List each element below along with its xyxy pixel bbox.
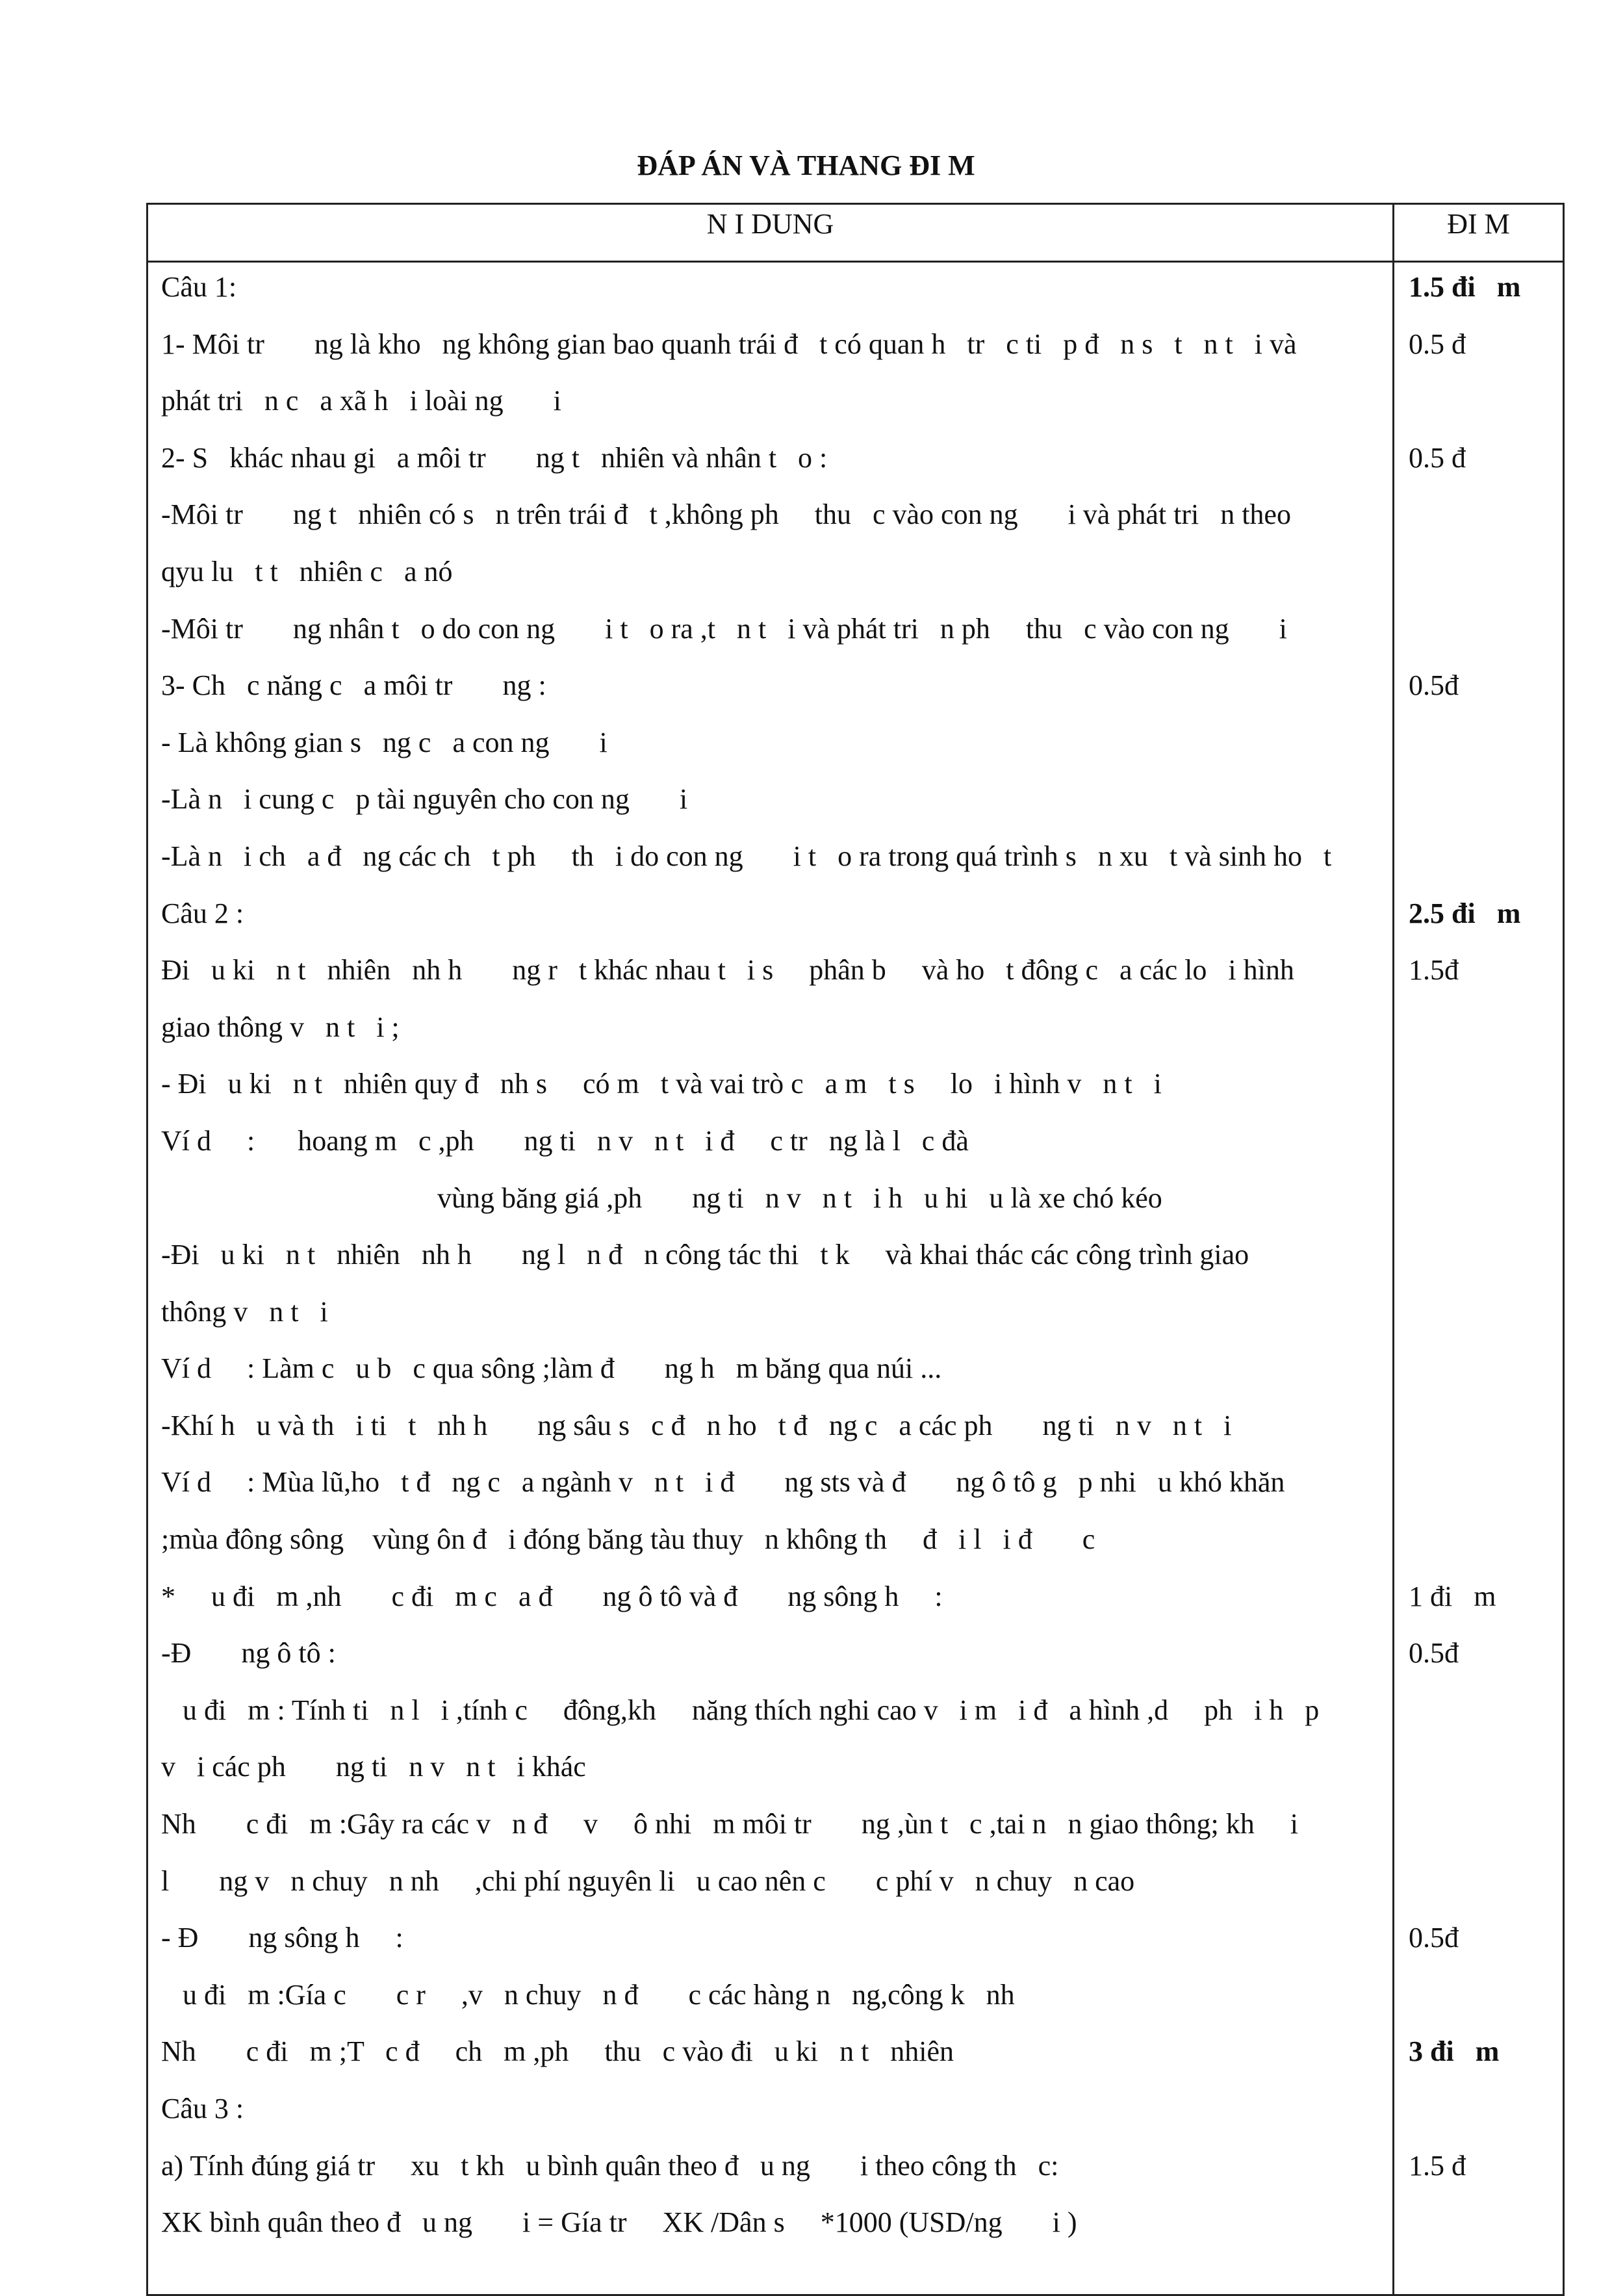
content-line: 2- S khác nhau gi a môi tr ng t nhiên và nhân t o : bbox=[161, 441, 828, 474]
content-line: v i các ph ng ti n v n t i khác bbox=[161, 1751, 586, 1783]
content-line: a) Tính đúng giá tr xu t kh u bình quân theo đ u ng i theo công th c: bbox=[161, 2149, 1059, 2182]
content-line: -Đi u ki n t nhiên nh h ng l n đ n công tác thi t k và khai thác các công trình giao bbox=[161, 1239, 1249, 1271]
content-line: Nh c đi m :Gây ra các v n đ v ô nhi m môi tr ng ,ùn t c ,tai n n giao thông; kh i bbox=[161, 1808, 1298, 1840]
score-line bbox=[1394, 1059, 1563, 1116]
score-line: 1.5 đ bbox=[1409, 2149, 1466, 2182]
content-line: qyu lu t t nhiên c a nó bbox=[161, 555, 453, 587]
score-line bbox=[1394, 1515, 1563, 1572]
score-line bbox=[1394, 1401, 1563, 1458]
score-line bbox=[1394, 1230, 1563, 1287]
table-body-row bbox=[147, 262, 1564, 2295]
score-line: 1.5đ bbox=[1409, 954, 1459, 987]
content-line: phát tri n c a xã h i loài ng i bbox=[161, 385, 561, 417]
content-line: giao thông v n t i ; bbox=[161, 1011, 400, 1043]
content-line: l ng v n chuy n nh ,chi phí nguyên li u cao nên c c phí v n chuy n cao bbox=[161, 1864, 1135, 1897]
content-line: -Là n i cung c p tài nguyên cho con ng i bbox=[161, 783, 688, 816]
content-line: -Môi tr ng nhân t o do con ng i t o ra ,t n t i và phát tri n ph thu c vào con ng i bbox=[161, 612, 1287, 645]
content-line: thông v n t i bbox=[161, 1295, 328, 1328]
score-line bbox=[1394, 2084, 1563, 2141]
content-line: - Là không gian s ng c a con ng i bbox=[161, 726, 608, 758]
score-line bbox=[1394, 490, 1563, 547]
score-line: 1.5 đi m bbox=[1409, 271, 1521, 303]
content-line: -Môi tr ng t nhiên có s n trên trái đ t ,không ph thu c vào con ng i và phát tri n theo bbox=[161, 498, 1291, 531]
score-line: 0.5 đ bbox=[1409, 328, 1466, 360]
score-line: 0.5đ bbox=[1409, 1922, 1459, 1954]
score-line bbox=[1394, 775, 1563, 832]
score-line bbox=[1394, 718, 1563, 775]
header-content: N I DUNG bbox=[147, 204, 1394, 262]
score-column bbox=[1394, 262, 1564, 2295]
score-line bbox=[1394, 1970, 1563, 2028]
content-line: -Đ ng ô tô : bbox=[161, 1637, 336, 1670]
score-line bbox=[1394, 604, 1563, 662]
score-line bbox=[1394, 1742, 1563, 1799]
content-line: Ví d : Mùa lũ,ho t đ ng c a ngành v n t i đ ng sts và đ ng ô tô g p nhi u khó khăn bbox=[161, 1466, 1285, 1499]
score-line bbox=[1394, 1458, 1563, 1515]
table-header-row bbox=[147, 204, 1564, 262]
score-line bbox=[1394, 1116, 1563, 1174]
content-line: - Đi u ki n t nhiên quy đ nh s có m t và vai trò c a m t s lo i hình v n t i bbox=[161, 1068, 1162, 1100]
score-line: 0.5đ bbox=[1409, 1637, 1459, 1670]
content-line: Câu 1: bbox=[161, 271, 237, 303]
content-line: Câu 2 : bbox=[161, 897, 244, 929]
score-line bbox=[1394, 547, 1563, 604]
score-line bbox=[1394, 1799, 1563, 1857]
answer-table bbox=[146, 203, 1565, 2296]
content-line: Nh c đi m ;T c đ ch m ,ph thu c vào đi u ki n t nhiên bbox=[161, 2035, 954, 2068]
score-line bbox=[1394, 1344, 1563, 1401]
content-line: u đi m :Gía c c r ,v n chuy n đ c các hàng n ng,công k nh bbox=[161, 1978, 1015, 2011]
document-title: ĐÁP ÁN VÀ THANG ĐI M bbox=[637, 149, 975, 181]
content-line: Câu 3 : bbox=[161, 2093, 244, 2124]
content-line: Ví d : Làm c u b c qua sông ;làm đ ng h m băng qua núi ... bbox=[161, 1352, 942, 1385]
content-line: u đi m : Tính ti n l i ,tính c đông,kh năng thích nghi cao v i m i đ a hình ,d ph i h p bbox=[161, 1694, 1320, 1726]
header-score: ĐI M bbox=[1394, 204, 1564, 262]
score-line bbox=[1394, 376, 1563, 433]
score-line: 2.5 đi m bbox=[1409, 897, 1521, 929]
score-line bbox=[1394, 1857, 1563, 1914]
content-line: 3- Ch c năng c a môi tr ng : bbox=[161, 669, 546, 702]
content-line: 1- Môi tr ng là kho ng không gian bao quanh trái đ t có quan h tr c ti p đ n s t n t i và bbox=[161, 328, 1297, 360]
content-line: -Là n i ch a đ ng các ch t ph th i do con ng i t o ra trong quá trình s n xu t và sinh ho t bbox=[161, 840, 1332, 872]
content-line: XK bình quân theo đ u ng i = Gía tr XK /Dân s *1000 (USD/ng i ) bbox=[161, 2206, 1077, 2239]
content-line: Đi u ki n t nhiên nh h ng r t khác nhau t i s phân b và ho t đông c a các lo i hình bbox=[161, 954, 1294, 987]
score-line bbox=[1394, 1686, 1563, 1743]
score-line: 1 đi m bbox=[1409, 1580, 1496, 1612]
score-line bbox=[1394, 1287, 1563, 1345]
content-line: ;mùa đông sông vùng ôn đ i đóng băng tàu thuy n không th đ i l i đ c bbox=[161, 1523, 1095, 1556]
content-line: vùng băng giá ,ph ng ti n v n t i h u hi u là xe chó kéo bbox=[437, 1181, 1162, 1214]
content-line: - Đ ng sông h : bbox=[161, 1922, 403, 1954]
content-line: Ví d : hoang m c ,ph ng ti n v n t i đ c tr ng là l c đà bbox=[161, 1124, 969, 1157]
score-line: 0.5đ bbox=[1409, 669, 1459, 702]
content-line: -Khí h u và th i ti t nh h ng sâu s c đ n ho t đ ng c a các ph ng ti n v n t i bbox=[161, 1409, 1232, 1441]
score-line bbox=[1394, 2198, 1563, 2255]
score-line: 3 đi m bbox=[1409, 2035, 1500, 2068]
score-line bbox=[1394, 832, 1563, 889]
content-line: * u đi m ,nh c đi m c a đ ng ô tô và đ ng sông h : bbox=[161, 1580, 943, 1612]
score-line bbox=[1394, 1003, 1563, 1060]
score-line: 0.5 đ bbox=[1409, 441, 1466, 474]
content-column bbox=[147, 262, 1394, 2295]
score-line bbox=[1394, 1174, 1563, 1231]
